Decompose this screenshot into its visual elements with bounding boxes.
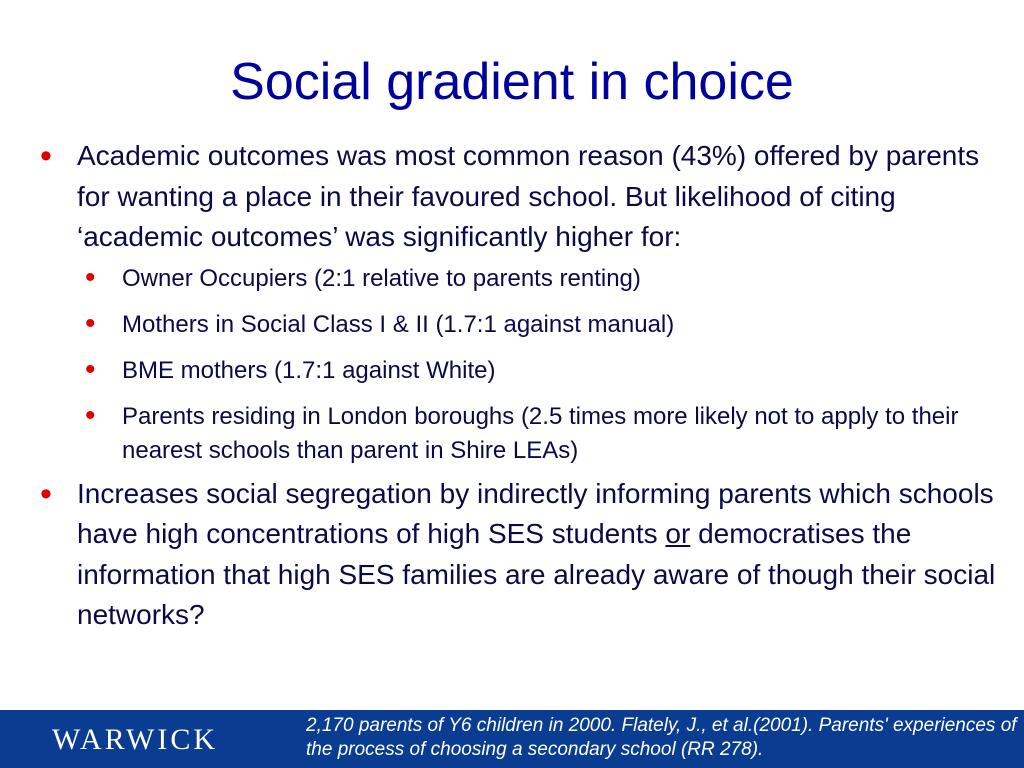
sub-bullet-text: Mothers in Social Class I & II (1.7:1 against manual) bbox=[122, 310, 675, 338]
bullet-item bbox=[40, 136, 1005, 468]
bullet-text-start: Increases social segregation by indirectly informing parents which schools have high concentrations of high SES students bbox=[77, 477, 994, 549]
warwick-logo: WARWICK bbox=[52, 723, 218, 756]
slide-title: Social gradient in choice bbox=[230, 53, 794, 111]
footer-citation: 2,170 parents of Y6 children in 2000. Flately, J., et al.(2001). Parents' experiences of the process of choosing a secondary school (RR 278). bbox=[306, 715, 1017, 760]
bullet-marker-icon: • bbox=[85, 306, 96, 340]
bullet-list bbox=[40, 136, 1005, 636]
sub-bullet-text: Owner Occupiers (2:1 relative to parents renting) bbox=[122, 264, 641, 292]
bullet-text: Academic outcomes was most common reason (43%) offered by parents for wanting a place in their favoured school. But likelihood of citing ‘academic outcomes’ was significantly higher for: bbox=[77, 140, 980, 252]
bullet-marker-icon: • bbox=[85, 260, 96, 294]
bullet-text-end: democratises the information that high SES families are already aware of though their social networks? bbox=[77, 518, 996, 630]
bullet-marker-icon: • bbox=[40, 474, 52, 513]
sub-bullet-list bbox=[85, 262, 1005, 468]
bullet-marker-icon: • bbox=[85, 398, 96, 432]
bullet-text-underlined: or bbox=[665, 518, 691, 549]
sub-bullet-item bbox=[85, 262, 1005, 296]
bullet-marker-icon: • bbox=[40, 137, 52, 175]
sub-bullet-item bbox=[85, 354, 1005, 388]
footer-bar bbox=[0, 710, 1024, 768]
bullet-item bbox=[40, 474, 1005, 636]
sub-bullet-item bbox=[85, 400, 1005, 468]
sub-bullet-text: Parents residing in London boroughs (2.5 times more likely not to apply to their nearest schools than parent in Shire LEAs) bbox=[122, 402, 959, 464]
bullet-marker-icon: • bbox=[85, 352, 96, 386]
sub-bullet-text: BME mothers (1.7:1 against White) bbox=[122, 356, 496, 384]
sub-bullet-item bbox=[85, 308, 1005, 342]
